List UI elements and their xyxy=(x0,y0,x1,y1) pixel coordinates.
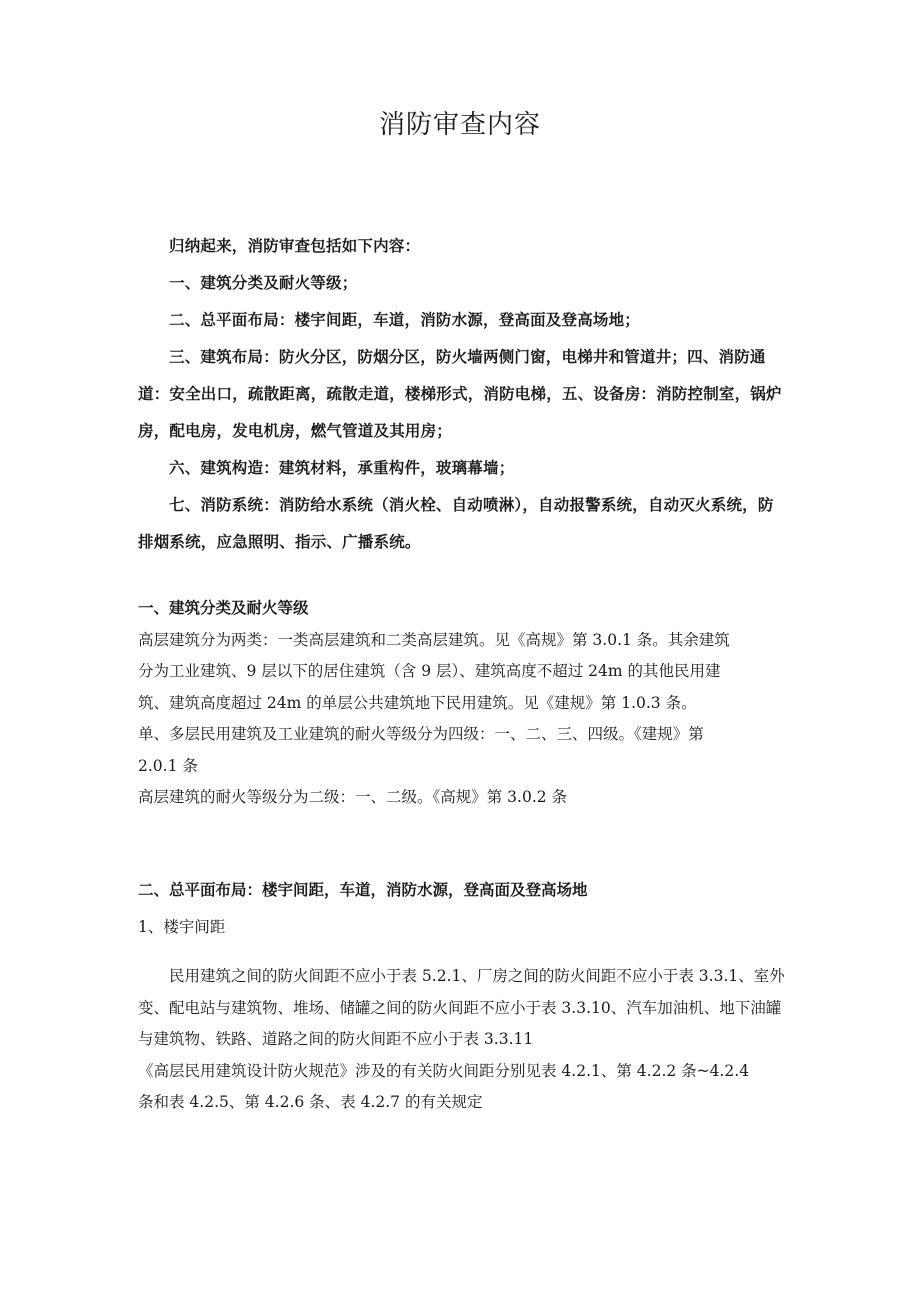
section-1-line: 分为工业建筑、9 层以下的居住建筑（含 9 层）、建筑高度不超过 24m 的其他民用建 xyxy=(138,662,721,680)
summary-item-3: 三、建筑布局：防火分区，防烟分区，防火墙两侧门窗，电梯井和管道井；四、消防通道：安全出口，疏散距离，疏散走道，楼梯形式，消防电梯，五、设备房：消防控制室，锅炉房，配电房，发电机房，燃气管道及其用房； xyxy=(138,348,782,440)
section-1-line: 单、多层民用建筑及工业建筑的耐火等级分为四级：一、二、三、四级。《建规》第 xyxy=(138,725,704,743)
section-1-heading: 一、建筑分类及耐火等级 xyxy=(138,599,309,617)
section-2-paragraph-line: 《高层民用建筑设计防火规范》涉及的有关防火间距分别见表 4.2.1、第 4.2.2 条~4.2.4 xyxy=(138,1061,750,1080)
section-1-line: 2.0.1 条 xyxy=(138,756,198,775)
summary-item-2: 二、总平面布局：楼宇间距，车道，消防水源，登高面及登高场地； xyxy=(169,311,641,329)
section-1-line: 高层建筑分为两类：一类高层建筑和二类高层建筑。见《高规》第 3.0.1 条。其余建筑 xyxy=(138,630,730,649)
summary-item-6: 六、建筑构造：建筑材料，承重构件，玻璃幕墙； xyxy=(169,459,515,477)
section-2-heading: 二、总平面布局：楼宇间距，车道，消防水源，登高面及登高场地 xyxy=(138,881,588,899)
section-site-layout xyxy=(138,875,788,1119)
section-2-paragraph: 民用建筑之间的防火间距不应小于表 5.2.1、厂房之间的防火间距不应小于表 3.3.1、室外变、配电站与建筑物、堆场、储罐之间的防火间距不应小于表 3.3.10、汽车加油机、地下油罐与建筑物、铁路、道路之间的防火间距不应小于表 3.3.11 xyxy=(138,967,785,1048)
summary-item-1: 一、建筑分类及耐火等级； xyxy=(169,274,358,292)
section-1-line: 高层建筑的耐火等级分为二级：一、二级。《高规》第 3.0.2 条 xyxy=(138,788,568,806)
summary-intro: 归纳起来，消防审查包括如下内容： xyxy=(169,237,421,255)
section-2-paragraph-line: 条和表 4.2.5、第 4.2.6 条、表 4.2.7 的有关规定 xyxy=(138,1093,483,1111)
page-title: 消防审查内容 xyxy=(378,110,541,140)
section-1-line: 筑、建筑高度超过 24m 的单层公共建筑地下民用建筑。见《建规》第 1.0.3 条。 xyxy=(138,693,697,712)
section-building-classification xyxy=(138,593,788,814)
section-2-subheading: 1、楼宇间距 xyxy=(138,918,226,936)
summary-block xyxy=(138,228,788,561)
summary-item-7: 七、消防系统：消防给水系统（消火栓、自动喷淋），自动报警系统，自动灭火系统，防排烟系统，应急照明、指示、广播系统。 xyxy=(138,496,774,551)
